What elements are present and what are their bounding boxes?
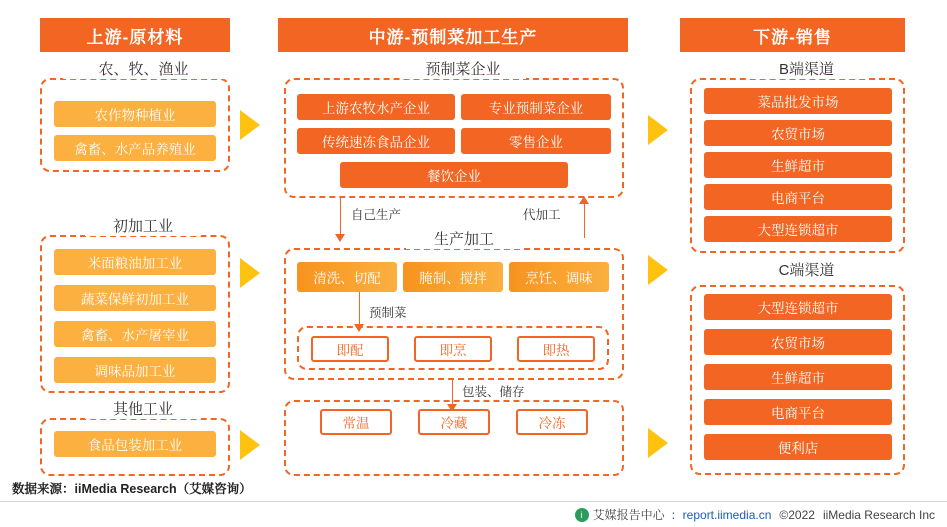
production-step-wash-cut[interactable]: 清洗、切配 [297, 262, 397, 292]
footer-site[interactable]: report.iimedia.cn [682, 507, 772, 522]
midstream-enterprise-retail[interactable]: 零售企业 [461, 128, 611, 154]
arrow-upstream-to-midstream-3 [240, 430, 260, 460]
footer-bar [0, 501, 947, 527]
footer-brand: 艾媒报告中心 [592, 508, 665, 522]
upstream-item-livestock-aquaculture[interactable]: 禽畜、水产品养殖业 [54, 135, 216, 161]
connector-self-production-arrowhead [335, 234, 345, 242]
storage-item-chilled[interactable]: 冷藏 [418, 409, 490, 435]
midstream-enterprise-agri-aqua[interactable]: 上游农牧水产企业 [297, 94, 455, 120]
production-step-cook-season[interactable]: 烹饪、调味 [509, 262, 609, 292]
downstream-c-item-convenience-store[interactable]: 便利店 [704, 434, 892, 460]
upstream-item-food-packaging[interactable]: 食品包装加工业 [54, 431, 216, 457]
downstream-b-item-fresh-supermarket[interactable]: 生鲜超市 [704, 152, 892, 178]
downstream-group-c-channel-title: C端渠道 [746, 259, 867, 280]
connector-oem-line [584, 198, 585, 238]
upstream-item-crop-planting[interactable]: 农作物种植业 [54, 101, 216, 127]
upstream-group-other-title: 其他工业 [85, 398, 201, 419]
header-downstream: 下游-销售 [680, 18, 905, 52]
arrow-midstream-to-downstream-3 [648, 428, 668, 458]
arrow-upstream-to-midstream-1 [240, 110, 260, 140]
connector-prepared-dish-label: 预制菜 [366, 303, 410, 321]
storage-item-frozen[interactable]: 冷冻 [516, 409, 588, 435]
upstream-group-agriculture-title: 农、牧、渔业 [63, 58, 224, 79]
connector-oem-label: 代加工 [520, 205, 564, 223]
connector-oem-arrowhead [579, 196, 589, 204]
ready-type-instant-assembly[interactable]: 即配 [311, 336, 389, 362]
ready-type-instant-cook[interactable]: 即烹 [414, 336, 492, 362]
source-note: 数据来源：iiMedia Research（艾媒咨询） [12, 482, 252, 496]
connector-self-production-line [340, 198, 341, 238]
footer-separator-1: ： [670, 508, 683, 522]
midstream-enterprise-catering[interactable]: 餐饮企业 [340, 162, 568, 188]
connector-self-production-label: 自己生产 [348, 205, 404, 223]
downstream-b-item-chain-supermarket[interactable]: 大型连锁超市 [704, 216, 892, 242]
downstream-b-item-ecommerce[interactable]: 电商平台 [704, 184, 892, 210]
header-upstream: 上游-原材料 [40, 18, 230, 52]
connector-packaging-label: 包装、储存 [459, 382, 528, 400]
downstream-c-item-chain-supermarket[interactable]: 大型连锁超市 [704, 294, 892, 320]
arrow-midstream-to-downstream-1 [648, 115, 668, 145]
downstream-c-item-farmers-market[interactable]: 农贸市场 [704, 329, 892, 355]
production-step-marinate-mix[interactable]: 腌制、搅拌 [403, 262, 503, 292]
downstream-b-item-farmers-market[interactable]: 农贸市场 [704, 120, 892, 146]
upstream-item-vegetable-preservation[interactable]: 蔬菜保鲜初加工业 [54, 285, 216, 311]
upstream-item-seasoning[interactable]: 调味品加工业 [54, 357, 216, 383]
downstream-c-item-fresh-supermarket[interactable]: 生鲜超市 [704, 364, 892, 390]
footer-company: iiMedia Research Inc [822, 507, 935, 522]
arrow-upstream-to-midstream-2 [240, 258, 260, 288]
downstream-group-b-channel-title: B端渠道 [746, 58, 867, 79]
header-midstream: 中游-预制菜加工生产 [278, 18, 628, 52]
iimedia-logo [575, 506, 665, 523]
downstream-b-item-wholesale[interactable]: 菜品批发市场 [704, 88, 892, 114]
midstream-enterprise-professional[interactable]: 专业预制菜企业 [461, 94, 611, 120]
upstream-item-grain-oil[interactable]: 米面粮油加工业 [54, 249, 216, 275]
upstream-item-slaughter[interactable]: 禽畜、水产屠宰业 [54, 321, 216, 347]
arrow-midstream-to-downstream-2 [648, 255, 668, 285]
midstream-group-production-title: 生产加工 [406, 228, 522, 249]
midstream-group-enterprises-title: 预制菜企业 [400, 58, 526, 79]
downstream-c-item-ecommerce[interactable]: 电商平台 [704, 399, 892, 425]
upstream-group-primary-processing-title: 初加工业 [85, 215, 201, 236]
storage-item-ambient[interactable]: 常温 [320, 409, 392, 435]
footer-copyright: ©2022 [779, 507, 815, 522]
logo-circle-icon: i [575, 508, 589, 522]
ready-type-instant-heat[interactable]: 即热 [517, 336, 595, 362]
midstream-enterprise-frozen-food[interactable]: 传统速冻食品企业 [297, 128, 455, 154]
connector-prepared-dish-line [359, 292, 360, 328]
